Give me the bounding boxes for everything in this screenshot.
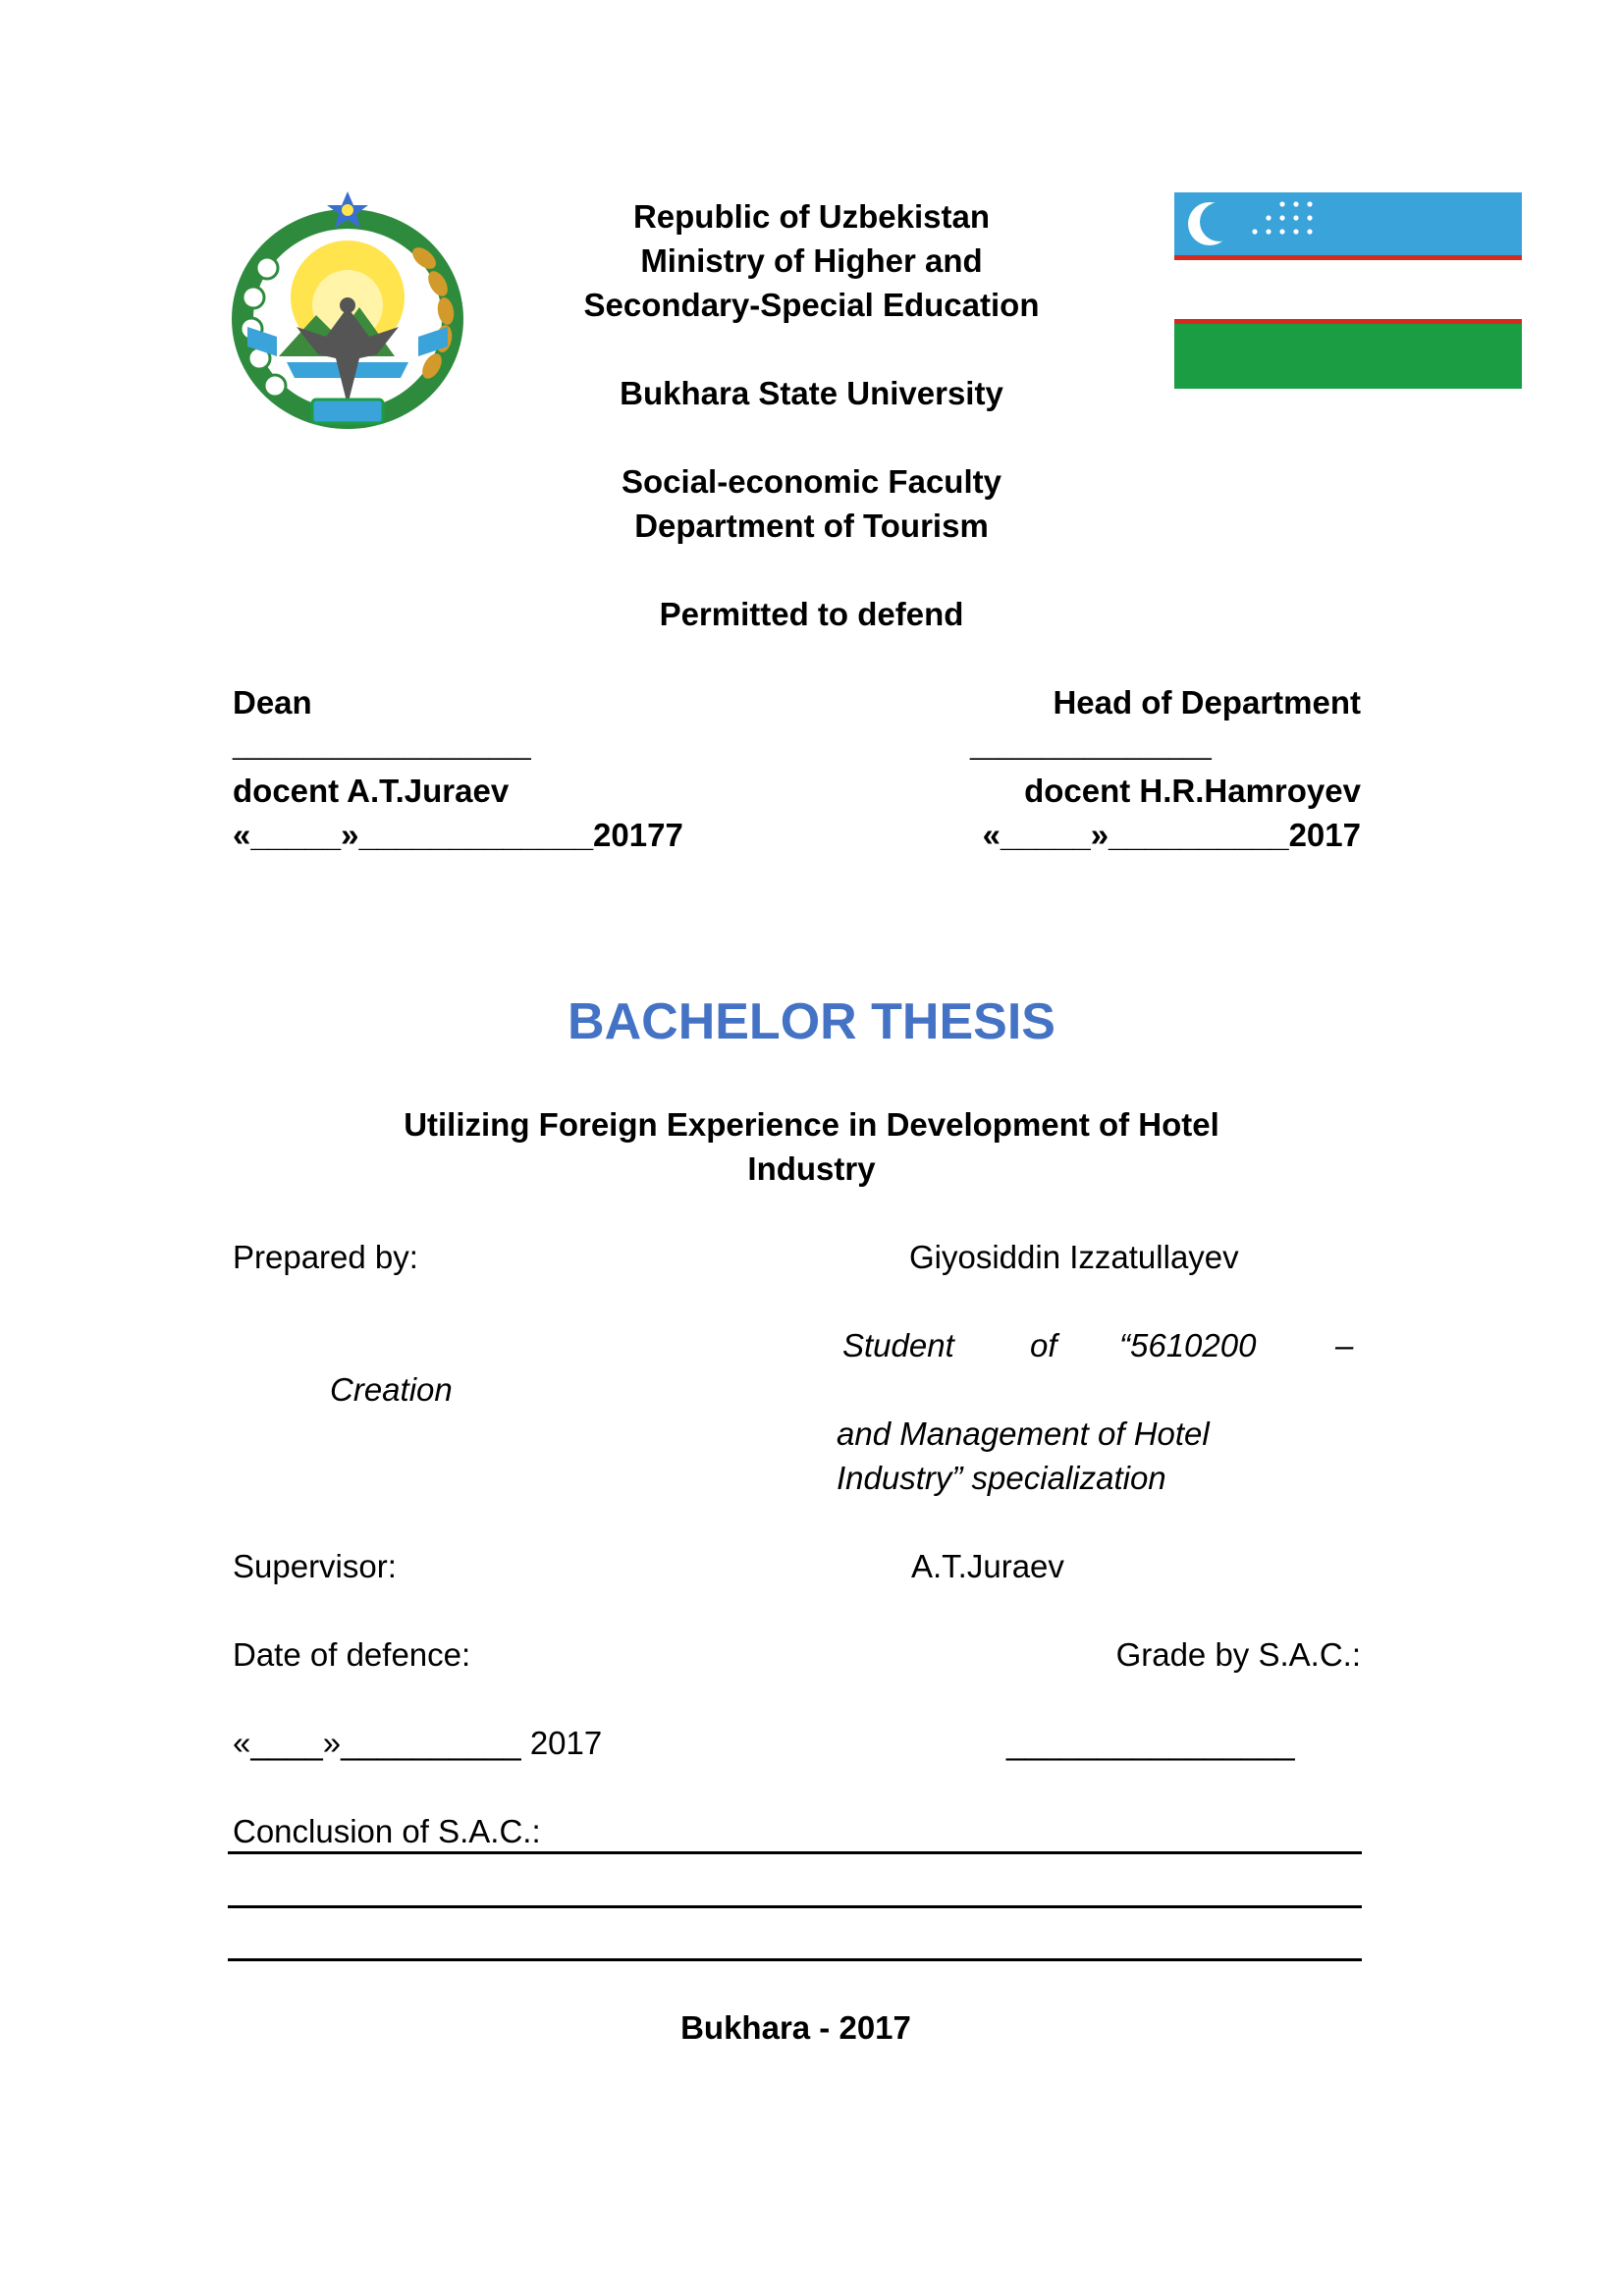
header-line-country: Republic of Uzbekistan — [632, 198, 991, 235]
specialization-creation: Creation — [330, 1371, 453, 1408]
dean-date-line: «_____»_____________20177 — [233, 817, 683, 853]
defence-date-line: «____»__________ 2017 — [233, 1725, 603, 1761]
conclusion-rule-2 — [228, 1905, 1362, 1908]
grade-line: ________________ — [1006, 1725, 1295, 1761]
university-name: Bukhara State University — [620, 375, 1003, 411]
student-word: Student — [842, 1327, 954, 1363]
specialization-code: “5610200 — [1119, 1327, 1257, 1363]
dean-signature-line: _____________________ — [233, 731, 531, 761]
faculty-name: Social-economic Faculty — [622, 463, 1001, 500]
head-signature-line: _________________ — [970, 731, 1212, 761]
city-year: Bukhara - 2017 — [680, 2009, 911, 2046]
conclusion-label: Conclusion of S.A.C.: — [233, 1813, 541, 1849]
permitted-to-defend: Permitted to defend — [659, 596, 964, 632]
of-word: of — [1030, 1327, 1057, 1363]
specialization-line2: Industry” specialization — [837, 1460, 1166, 1496]
conclusion-rule-3 — [228, 1958, 1362, 1961]
thesis-heading: BACHELOR THESIS — [568, 993, 1055, 1050]
specialization-dash: – — [1335, 1327, 1354, 1363]
department-name: Department of Tourism — [634, 507, 989, 544]
prepared-by-label: Prepared by: — [233, 1239, 418, 1275]
header-line-ministry: Ministry of Higher and — [640, 242, 983, 279]
author-name: Giyosiddin Izzatullayev — [909, 1239, 1239, 1275]
dean-name: docent A.T.Juraev — [233, 773, 510, 809]
thesis-title-line2: Industry — [747, 1150, 876, 1187]
supervisor-label: Supervisor: — [233, 1548, 397, 1584]
header-line-education: Secondary-Special Education — [583, 287, 1040, 323]
dean-label: Dean — [233, 684, 312, 721]
specialization-line1: and Management of Hotel — [837, 1415, 1210, 1452]
conclusion-rule-1 — [228, 1851, 1362, 1854]
head-of-department-label: Head of Department — [1053, 684, 1361, 721]
head-date-line: «_____»__________2017 — [982, 817, 1361, 853]
date-of-defence-label: Date of defence: — [233, 1636, 471, 1673]
grade-label: Grade by S.A.C.: — [1115, 1636, 1361, 1673]
head-name: docent H.R.Hamroyev — [1024, 773, 1361, 809]
thesis-title-line1: Utilizing Foreign Experience in Development of Hotel — [404, 1106, 1219, 1143]
supervisor-name: A.T.Juraev — [911, 1548, 1064, 1584]
